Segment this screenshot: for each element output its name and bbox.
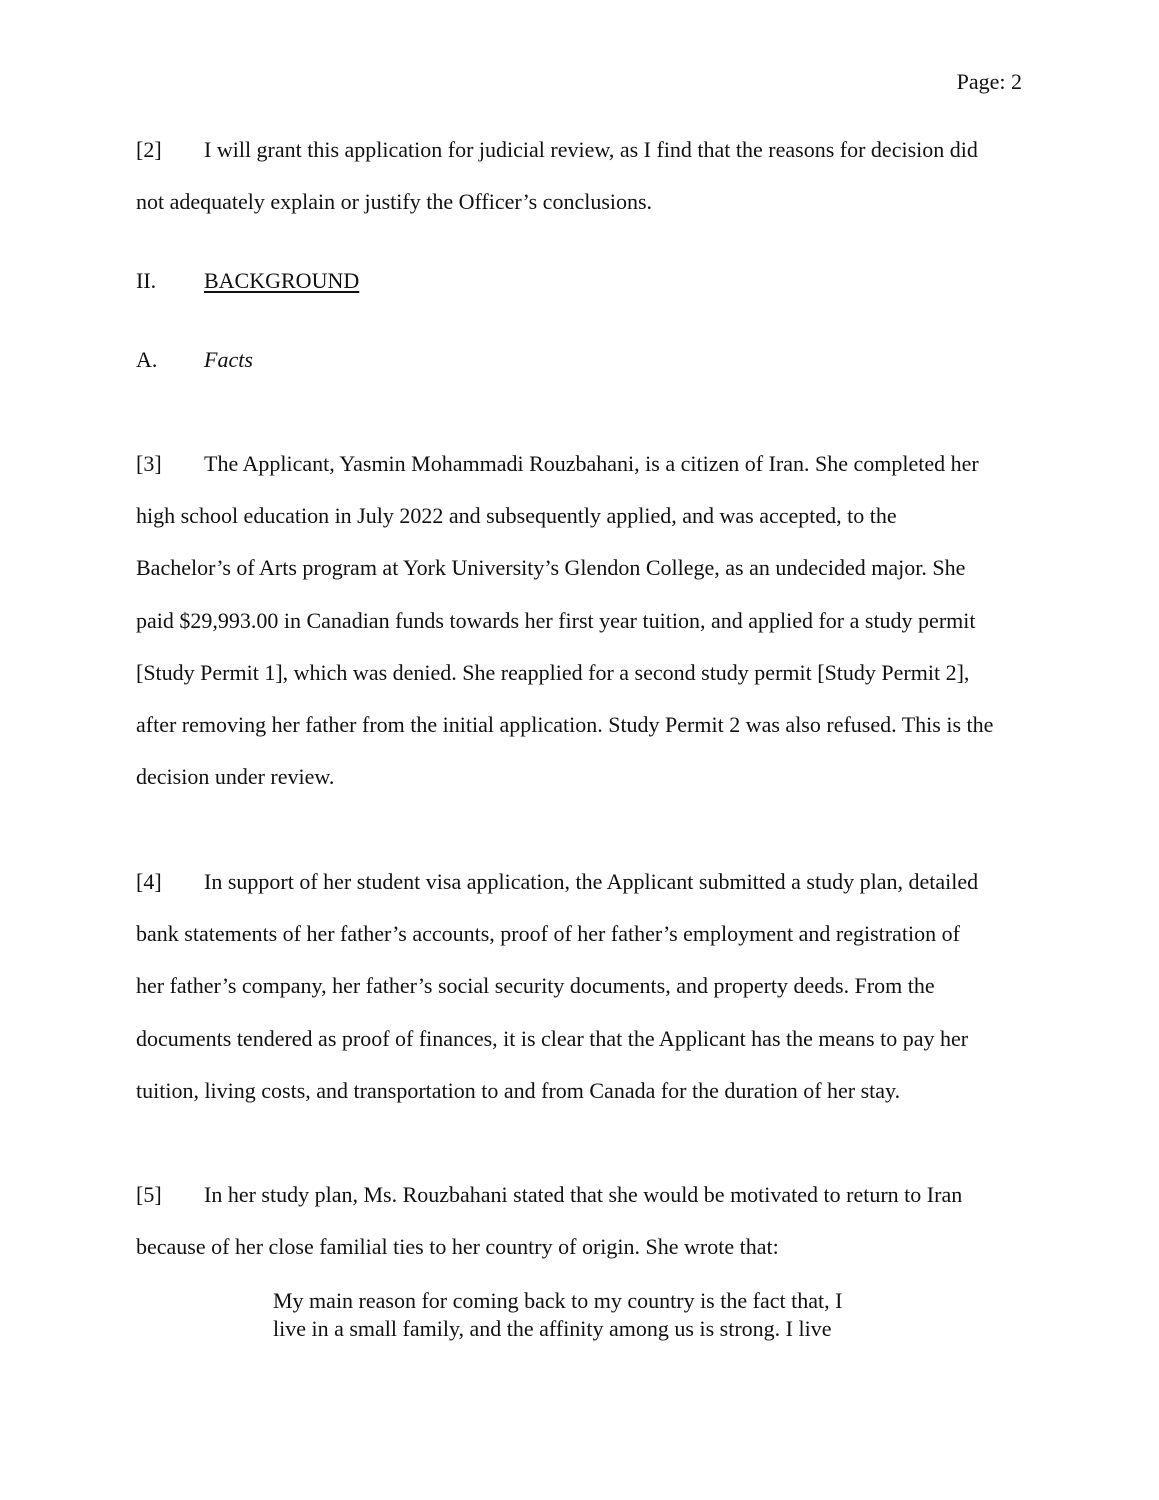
quote-line: live in a small family, and the affinity among us is strong. I live: [273, 1315, 832, 1341]
paragraph-number: [2]: [136, 137, 162, 162]
paragraph-2: [136, 124, 1024, 228]
paragraph-text: The Applicant, Yasmin Mohammadi Rouzbahani, is a citizen of Iran. She completed her: [204, 451, 979, 476]
paragraph-text: I will grant this application for judicial review, as I find that the reasons for decision did: [204, 137, 978, 162]
paragraph-line: documents tendered as proof of finances, it is clear that the Applicant has the means to pay her: [136, 1025, 969, 1051]
paragraph-line: [136, 124, 1024, 176]
paragraph-text: In support of her student visa application, the Applicant submitted a study plan, detailed: [204, 869, 979, 894]
paragraph-text: In her study plan, Ms. Rouzbahani stated that she would be motivated to return to Iran: [204, 1182, 963, 1207]
subsection-title: Facts: [204, 347, 253, 372]
paragraph-line: after removing her father from the initial application. Study Permit 2 was also refused. This is the: [136, 712, 994, 738]
paragraph-line: [136, 1169, 1024, 1221]
paragraph-number: [3]: [136, 451, 162, 476]
section-title: BACKGROUND: [204, 268, 360, 293]
paragraph-5: [136, 1169, 1024, 1273]
paragraph-line: her father’s company, her father’s social security documents, and property deeds. From the: [136, 973, 935, 999]
paragraph-line: because of her close familial ties to her country of origin. She wrote that:: [136, 1234, 779, 1260]
paragraph-3: [136, 438, 1024, 803]
paragraph-line: [136, 856, 1024, 908]
page-number: Page: 2: [956, 69, 1022, 94]
paragraph-line: bank statements of her father’s accounts, proof of her father’s employment and registration of: [136, 921, 960, 947]
paragraph-4: [136, 856, 1024, 1117]
section-number: II.: [136, 268, 157, 293]
quote-line: My main reason for coming back to my country is the fact that, I: [273, 1288, 843, 1313]
paragraph-line: paid $29,993.00 in Canadian funds towards her first year tuition, and applied for a study permit: [136, 607, 976, 633]
paragraph-number: [5]: [136, 1182, 162, 1207]
section-heading-background: [136, 266, 1024, 296]
paragraph-number: [4]: [136, 869, 162, 894]
paragraph-line: tuition, living costs, and transportation to and from Canada for the duration of her stay.: [136, 1077, 901, 1103]
paragraph-line: Bachelor’s of Arts program at York University’s Glendon College, as an undecided major. She: [136, 555, 966, 581]
subsection-number: A.: [136, 347, 158, 372]
subsection-heading-facts: [136, 345, 1024, 375]
block-quote: [273, 1287, 893, 1342]
paragraph-line: decision under review.: [136, 764, 335, 790]
paragraph-line: [136, 438, 1024, 490]
paragraph-line: high school education in July 2022 and subsequently applied, and was accepted, to the: [136, 503, 897, 529]
paragraph-line: [Study Permit 1], which was denied. She reapplied for a second study permit [Study Permit 2],: [136, 659, 970, 685]
paragraph-line: not adequately explain or justify the Officer’s conclusions.: [136, 189, 653, 215]
